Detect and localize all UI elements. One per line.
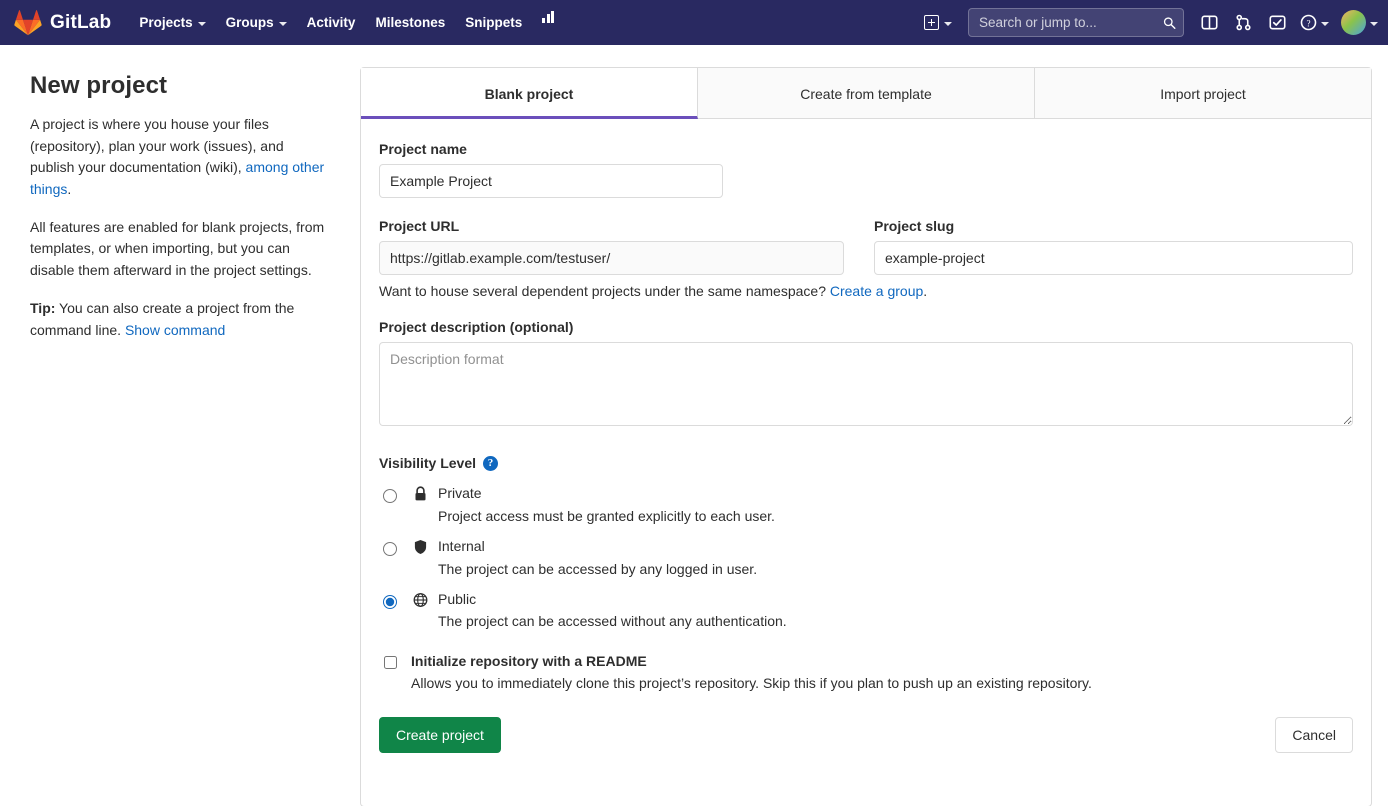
- top-navbar: [0, 0, 1388, 45]
- page-title: New project: [30, 72, 168, 99]
- nav-item-label: Snippets: [465, 15, 523, 30]
- nav-item-label: Milestones: [375, 15, 446, 30]
- help-icon[interactable]: ?: [483, 456, 498, 471]
- sidebar-tip-label: Tip:: [30, 299, 56, 316]
- visibility-text-public: [438, 591, 787, 630]
- project-description-textarea[interactable]: [379, 342, 1353, 426]
- user-menu-button[interactable]: [1337, 10, 1378, 35]
- tab-import-project[interactable]: Import project: [1035, 68, 1371, 118]
- search-input[interactable]: [968, 8, 1184, 37]
- chevron-down-icon: [279, 22, 287, 26]
- project-slug-group: [874, 218, 1353, 275]
- issues-icon[interactable]: [1194, 8, 1224, 38]
- project-name-input[interactable]: [379, 164, 723, 198]
- analytics-icon[interactable]: [532, 17, 564, 29]
- visibility-option-public[interactable]: [379, 591, 1353, 630]
- tab-blank-project[interactable]: Blank project: [361, 68, 698, 119]
- chevron-down-icon: [1370, 22, 1378, 26]
- form-actions: [379, 717, 1353, 775]
- plus-square-icon: [924, 15, 939, 30]
- nav-item-label: Activity: [306, 15, 356, 30]
- globe-icon: [411, 592, 429, 611]
- visibility-level-label: Visibility Level: [379, 455, 477, 471]
- nav-item-label: Projects: [139, 15, 193, 30]
- create-project-button[interactable]: Create project: [379, 717, 501, 753]
- visibility-option-internal[interactable]: [379, 538, 1353, 577]
- namespace-hint-period: .: [923, 283, 928, 299]
- svg-text:?: ?: [1306, 18, 1311, 29]
- create-a-group-link[interactable]: Create a group: [829, 283, 924, 299]
- visibility-text-private: [438, 485, 775, 524]
- sidebar-paragraph-1-period: .: [67, 181, 72, 198]
- sidebar-paragraph-1: [30, 114, 330, 201]
- sidebar-tip: [30, 298, 330, 341]
- visibility-radio-public[interactable]: [383, 595, 397, 609]
- project-url-label: Project URL: [379, 218, 460, 234]
- among-other-things-link[interactable]: among other things: [30, 159, 325, 198]
- sidebar: [0, 67, 360, 806]
- visibility-description: The project can be accessed by any logged in user.: [438, 560, 758, 577]
- sidebar-paragraph-1-text: A project is where you house your files (repository), plan your work (issues), and publish your documentation (wiki),: [30, 116, 284, 176]
- avatar: [1341, 10, 1366, 35]
- nav-item-projects[interactable]: [129, 9, 215, 36]
- visibility-option-private[interactable]: [379, 485, 1353, 524]
- merge-requests-icon[interactable]: [1228, 8, 1258, 38]
- new-dropdown-button[interactable]: [918, 10, 958, 35]
- project-slug-input[interactable]: [874, 241, 1353, 275]
- primary-nav: [129, 9, 564, 36]
- project-description-label: Project description (optional): [379, 319, 574, 335]
- initialize-readme-checkbox[interactable]: [384, 656, 397, 669]
- chevron-down-icon: [198, 22, 206, 26]
- nav-item-activity[interactable]: [297, 9, 366, 36]
- sidebar-tip-text: You can also create a project from the command line.: [30, 299, 295, 338]
- cancel-button[interactable]: Cancel: [1275, 717, 1353, 753]
- new-project-form: [361, 119, 1371, 806]
- visibility-title: Internal: [438, 537, 485, 554]
- initialize-readme-description: Allows you to immediately clone this project’s repository. Skip this if you plan to push up an existing repository.: [411, 675, 1092, 692]
- nav-item-milestones[interactable]: [365, 9, 455, 36]
- project-description-group: [379, 319, 1353, 429]
- nav-item-snippets[interactable]: [455, 9, 532, 36]
- visibility-description: The project can be accessed without any authentication.: [438, 613, 787, 630]
- help-icon: [1300, 14, 1317, 31]
- visibility-level-header: [379, 455, 1353, 471]
- todos-icon[interactable]: [1262, 8, 1292, 38]
- initialize-readme-label: Initialize repository with a README: [411, 653, 647, 670]
- sidebar-paragraph-2: All features are enabled for blank projects, from templates, or when importing, but you can disable them afterward in the project settings.: [30, 218, 325, 279]
- project-slug-label: Project slug: [874, 218, 955, 234]
- chevron-down-icon: [944, 22, 952, 26]
- shield-icon: [411, 539, 429, 558]
- visibility-title: Public: [438, 590, 477, 607]
- show-command-link[interactable]: Show command: [124, 321, 226, 338]
- visibility-radio-internal[interactable]: [383, 542, 397, 556]
- project-type-tabs: [361, 68, 1371, 119]
- visibility-description: Project access must be granted explicitly to each user.: [438, 507, 775, 524]
- namespace-hint-text: Want to house several dependent projects under the same namespace?: [379, 283, 830, 299]
- new-project-panel: [360, 67, 1372, 806]
- help-menu-button[interactable]: [1296, 14, 1333, 31]
- navbar-right: [918, 8, 1378, 38]
- brand-name: GitLab: [50, 11, 112, 33]
- visibility-text-internal: [438, 538, 757, 577]
- nav-item-label: Groups: [225, 15, 274, 30]
- search-box: [968, 8, 1184, 37]
- chevron-down-icon: [1321, 22, 1329, 26]
- nav-item-groups[interactable]: [216, 9, 297, 36]
- initialize-readme-row[interactable]: [379, 653, 1353, 691]
- tab-create-from-template[interactable]: Create from template: [698, 68, 1035, 118]
- initialize-readme-text: [411, 653, 1092, 691]
- project-url-input[interactable]: [379, 241, 844, 275]
- project-name-label: Project name: [379, 141, 467, 157]
- lock-icon: [411, 486, 429, 505]
- visibility-title: Private: [438, 485, 482, 501]
- url-slug-row: [379, 218, 1353, 275]
- page-body: [0, 45, 1388, 806]
- visibility-radio-private[interactable]: [383, 489, 397, 503]
- gitlab-logo-icon: [14, 10, 42, 36]
- gitlab-home-link[interactable]: [14, 10, 111, 36]
- project-url-group: [379, 218, 844, 275]
- namespace-hint: [379, 283, 1353, 299]
